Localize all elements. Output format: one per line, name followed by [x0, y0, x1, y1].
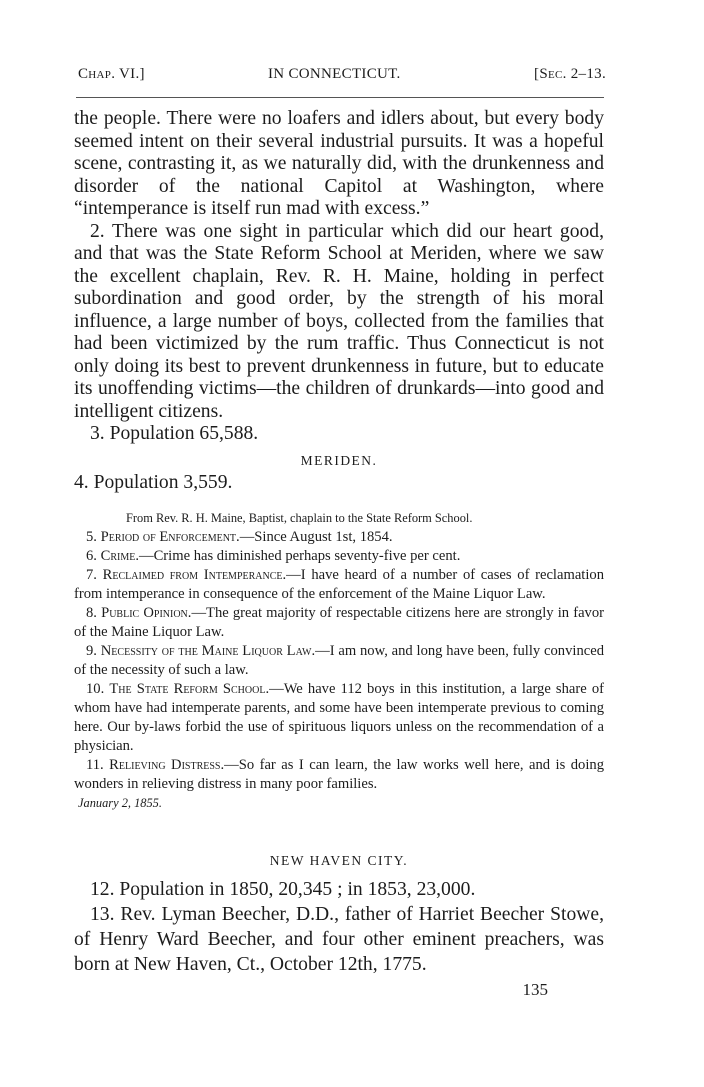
newhaven-heading: NEW HAVEN CITY.: [269, 853, 409, 868]
paragraph-4: 4. Population 3,559.: [74, 472, 233, 493]
letter-item-text: —Crime has diminished perhaps seventy-five per cent.: [138, 548, 461, 564]
header-rule: [76, 97, 604, 98]
letter-item: [74, 604, 604, 642]
page-number: 135: [522, 980, 548, 999]
letter-item: [74, 756, 604, 794]
letter-item-text: —Since August 1st, 1854.: [239, 529, 393, 545]
header-section: [Sec. 2–13.: [534, 66, 606, 82]
letter-block: [74, 509, 604, 813]
letter-item-number: 6.: [86, 548, 101, 564]
letter-item-number: 9.: [86, 643, 101, 659]
letter-item-topic: Crime.: [100, 548, 139, 564]
paragraph-13: 13. Rev. Lyman Beecher, D.D., father of Harriet Beecher Stowe, of Henry Ward Beecher, and four other eminent preachers, was born at New Haven, Ct., October 12th, 1775.: [74, 904, 604, 975]
letter-item-number: 11.: [86, 757, 110, 773]
letter-item: [74, 566, 604, 604]
letter-item-topic: Relieving Distress.: [109, 757, 225, 773]
letter-date: January 2, 1855.: [78, 796, 162, 810]
letter-item-text: —The great majority of respectable citizens here are strongly in favor of the Maine Liquor Law.: [74, 605, 605, 640]
letter-item-text: —So far as I can learn, the law works well here, and is doing wonders in relieving distress in many poor families.: [74, 757, 604, 792]
meriden-heading: MERIDEN.: [300, 452, 378, 468]
newhaven-section: [74, 851, 604, 1002]
letter-source: From Rev. R. H. Maine, Baptist, chaplain to the State Reform School.: [126, 511, 473, 525]
letter-item-text: —I am now, and long have been, fully convinced of the necessity of such a law.: [74, 643, 604, 678]
letter-item-number: 10.: [86, 681, 110, 697]
paragraph-2: 2. There was one sight in particular which did our heart good, and that was the State Reform School at Meriden, where we saw the excellent chaplain, Rev. R. H. Maine, holding in perfect subordination and good order, by the strength of his moral influence, a large number of boys, collected from the families that had been victimized by the rum traffic. Thus Connecticut is not only doing its best to prevent drunkenness in future, but to educate its unoffending victims—the children of drunkards—into good and intelligent citizens.: [74, 220, 604, 422]
main-text: [74, 108, 604, 495]
header-title: IN CONNECTICUT.: [268, 66, 401, 82]
paragraph-12: 12. Population in 1850, 20,345 ; in 1853, 23,000.: [90, 879, 476, 900]
paragraph-1: the people. There were no loafers and idlers about, but every body seemed intent on their several industrial pursuits. It was a hopeful scene, contrasting it, as we naturally did, with the drunkenness and disorder of the national Capitol at Washington, where “intemperance is itself run mad with excess.”: [74, 108, 604, 219]
letter-items: [74, 528, 604, 794]
letter-item-number: 7.: [86, 567, 103, 583]
letter-item: [74, 528, 604, 547]
header-chapter: Chap. VI.]: [78, 66, 145, 82]
running-header: [78, 66, 606, 92]
letter-item: [74, 680, 604, 756]
letter-item: [74, 547, 604, 566]
letter-item-number: 5.: [86, 529, 101, 545]
letter-item-topic: Necessity of the Maine Liquor Law.: [100, 643, 316, 659]
letter-item-topic: Period of Enforcement.: [100, 529, 240, 545]
letter-item: [74, 642, 604, 680]
letter-item-text: —I have heard of a number of cases of reclamation from intemperance in consequence of the enforcement of the Maine Liquor Law.: [74, 567, 605, 602]
letter-item-topic: Public Opinion.: [101, 605, 192, 621]
letter-item-number: 8.: [86, 605, 102, 621]
letter-item-topic: The State Reform School.: [109, 681, 270, 697]
letter-item-topic: Reclaimed from Intemperance.: [102, 567, 287, 583]
paragraph-3: 3. Population 65,588.: [90, 423, 259, 444]
letter-item-text: —We have 112 boys in this institution, a large share of whom have had intemperate parents, and some have been intemperate previous to coming here. Our by-laws forbid the use of spirituous liquors unless on the recommendation of a physician.: [74, 681, 604, 754]
